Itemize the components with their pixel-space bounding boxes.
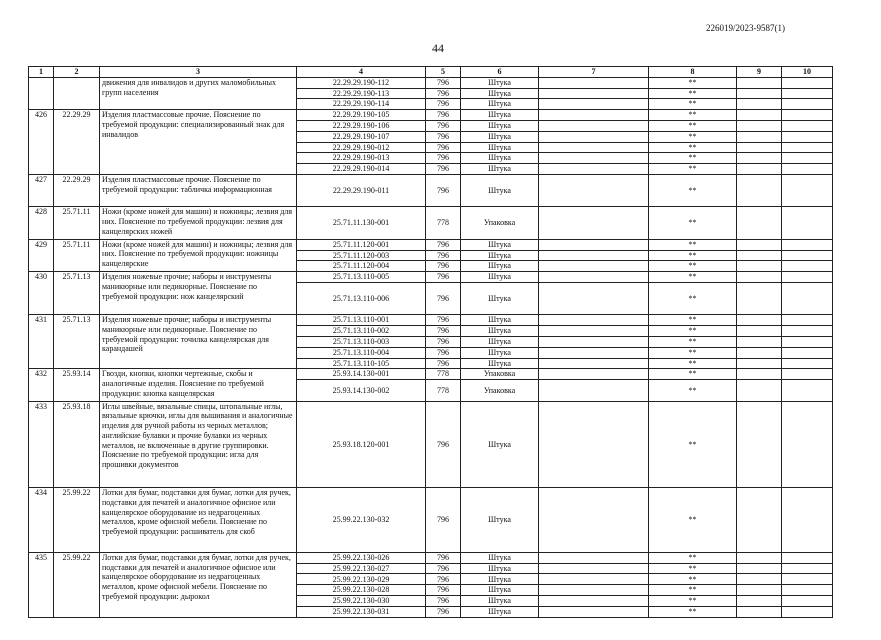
col7-cell bbox=[539, 164, 649, 175]
col8-mark: ** bbox=[649, 207, 737, 239]
col9-cell bbox=[737, 282, 782, 314]
ktru-code: 25.93.14.130-002 bbox=[297, 380, 426, 402]
col8-mark: ** bbox=[649, 110, 737, 121]
col10-cell bbox=[782, 282, 833, 314]
col9-cell bbox=[737, 315, 782, 326]
column-header-8: 8 bbox=[649, 67, 737, 78]
unit-name: Штука bbox=[461, 401, 539, 487]
col8-mark: ** bbox=[649, 239, 737, 250]
col10-cell bbox=[782, 369, 833, 380]
okpd-code: 25.71.11 bbox=[54, 239, 100, 271]
unit-name: Штука bbox=[461, 347, 539, 358]
column-header-1: 1 bbox=[29, 67, 54, 78]
table-row bbox=[29, 315, 833, 326]
column-header-6: 6 bbox=[461, 67, 539, 78]
col7-cell bbox=[539, 272, 649, 283]
row-number: 426 bbox=[29, 110, 54, 175]
col8-mark: ** bbox=[649, 174, 737, 206]
ktru-code: 25.99.22.130-026 bbox=[297, 552, 426, 563]
unit-name: Штука bbox=[461, 563, 539, 574]
col9-cell bbox=[737, 250, 782, 261]
col9-cell bbox=[737, 99, 782, 110]
unit-name: Штука bbox=[461, 120, 539, 131]
item-description: Лотки для бумаг, подставки для бумаг, лотки для ручек, подставки для печатей и аналогичное офисное или канцелярское оборудование из недрагоценных металлов, кроме офисной мебели. Пояснение по требуемой продукции: дырокол bbox=[100, 552, 297, 617]
table-row bbox=[29, 552, 833, 563]
okei-code: 778 bbox=[426, 369, 461, 380]
ktru-code: 25.99.22.130-032 bbox=[297, 488, 426, 553]
col7-cell bbox=[539, 174, 649, 206]
col9-cell bbox=[737, 606, 782, 617]
col7-cell bbox=[539, 250, 649, 261]
row-number: 431 bbox=[29, 315, 54, 369]
okei-code: 796 bbox=[426, 606, 461, 617]
column-header-10: 10 bbox=[782, 67, 833, 78]
table-body bbox=[29, 77, 833, 617]
column-header-2: 2 bbox=[54, 67, 100, 78]
col8-mark: ** bbox=[649, 606, 737, 617]
okei-code: 796 bbox=[426, 131, 461, 142]
unit-name: Штука bbox=[461, 574, 539, 585]
col8-mark: ** bbox=[649, 261, 737, 272]
okei-code: 796 bbox=[426, 239, 461, 250]
ktru-code: 25.71.13.110-002 bbox=[297, 326, 426, 337]
item-description: Иглы швейные, вязальные спицы, штопальные иглы, вязальные крючки, иглы для вышивания и аналогичные изделия для ручной работы из черных металлов; английские булавки и прочие булавки из черных металлов, не включенные в другие группировки. Пояснение по требуемой продукции: игла для прошивки документов bbox=[100, 401, 297, 487]
col10-cell bbox=[782, 164, 833, 175]
col8-mark: ** bbox=[649, 488, 737, 553]
ktru-code: 25.71.11.120-003 bbox=[297, 250, 426, 261]
okei-code: 796 bbox=[426, 88, 461, 99]
col9-cell bbox=[737, 174, 782, 206]
unit-name: Штука bbox=[461, 99, 539, 110]
okpd-code: 25.71.11 bbox=[54, 207, 100, 239]
col7-cell bbox=[539, 336, 649, 347]
page-number: 44 bbox=[432, 41, 444, 55]
table-row bbox=[29, 401, 833, 487]
unit-name: Штука bbox=[461, 88, 539, 99]
ktru-code: 25.71.13.110-105 bbox=[297, 358, 426, 369]
col10-cell bbox=[782, 380, 833, 402]
unit-name: Штука bbox=[461, 488, 539, 553]
col9-cell bbox=[737, 239, 782, 250]
unit-name: Штука bbox=[461, 315, 539, 326]
ktru-code: 22.29.29.190-114 bbox=[297, 99, 426, 110]
okpd-code: 22.29.29 bbox=[54, 174, 100, 206]
col9-cell bbox=[737, 488, 782, 553]
ktru-code: 22.29.29.190-106 bbox=[297, 120, 426, 131]
col7-cell bbox=[539, 326, 649, 337]
okei-code: 796 bbox=[426, 585, 461, 596]
col8-mark: ** bbox=[649, 369, 737, 380]
col8-mark: ** bbox=[649, 99, 737, 110]
okei-code: 796 bbox=[426, 110, 461, 121]
unit-name: Штука bbox=[461, 282, 539, 314]
col8-mark: ** bbox=[649, 401, 737, 487]
col8-mark: ** bbox=[649, 282, 737, 314]
table-row bbox=[29, 77, 833, 88]
item-description: Изделия ножевые прочие; наборы и инструменты маникюрные или педикюрные. Пояснение по требуемой продукции: нож канцелярский bbox=[100, 272, 297, 315]
okei-code: 796 bbox=[426, 99, 461, 110]
col9-cell bbox=[737, 552, 782, 563]
unit-name: Штука bbox=[461, 174, 539, 206]
row-number: 434 bbox=[29, 488, 54, 553]
col9-cell bbox=[737, 272, 782, 283]
okei-code: 796 bbox=[426, 596, 461, 607]
ktru-code: 25.71.13.110-006 bbox=[297, 282, 426, 314]
item-description: Гвозди, кнопки, кнопки чертежные, скобы и аналогичные изделия. Пояснение по требуемой продукции: кнопка канцелярская bbox=[100, 369, 297, 401]
col10-cell bbox=[782, 563, 833, 574]
col7-cell bbox=[539, 347, 649, 358]
okei-code: 796 bbox=[426, 563, 461, 574]
col7-cell bbox=[539, 563, 649, 574]
col9-cell bbox=[737, 110, 782, 121]
col7-cell bbox=[539, 120, 649, 131]
ktru-code: 25.71.13.110-004 bbox=[297, 347, 426, 358]
unit-name: Штука bbox=[461, 272, 539, 283]
col7-cell bbox=[539, 131, 649, 142]
col9-cell bbox=[737, 401, 782, 487]
col10-cell bbox=[782, 174, 833, 206]
col10-cell bbox=[782, 358, 833, 369]
ktru-code: 25.93.14.130-001 bbox=[297, 369, 426, 380]
col7-cell bbox=[539, 99, 649, 110]
table-row bbox=[29, 174, 833, 206]
item-description: Изделия ножевые прочие; наборы и инструменты маникюрные или педикюрные. Пояснение по требуемой продукции: точилка канцелярская для карандашей bbox=[100, 315, 297, 369]
ktru-code: 25.99.22.130-027 bbox=[297, 563, 426, 574]
col10-cell bbox=[782, 401, 833, 487]
col8-mark: ** bbox=[649, 552, 737, 563]
col10-cell bbox=[782, 326, 833, 337]
col7-cell bbox=[539, 77, 649, 88]
col9-cell bbox=[737, 261, 782, 272]
okei-code: 796 bbox=[426, 77, 461, 88]
ktru-code: 22.29.29.190-107 bbox=[297, 131, 426, 142]
ktru-code: 22.29.29.190-105 bbox=[297, 110, 426, 121]
okei-code: 796 bbox=[426, 272, 461, 283]
ktru-code: 25.99.22.130-029 bbox=[297, 574, 426, 585]
col10-cell bbox=[782, 261, 833, 272]
col10-cell bbox=[782, 77, 833, 88]
ktru-code: 25.71.13.110-005 bbox=[297, 272, 426, 283]
col7-cell bbox=[539, 574, 649, 585]
unit-name: Штука bbox=[461, 552, 539, 563]
col10-cell bbox=[782, 574, 833, 585]
col9-cell bbox=[737, 164, 782, 175]
row-number: 428 bbox=[29, 207, 54, 239]
okei-code: 796 bbox=[426, 120, 461, 131]
okei-code: 796 bbox=[426, 401, 461, 487]
col8-mark: ** bbox=[649, 142, 737, 153]
okpd-code: 25.93.14 bbox=[54, 369, 100, 401]
col7-cell bbox=[539, 142, 649, 153]
col10-cell bbox=[782, 488, 833, 553]
okei-code: 796 bbox=[426, 552, 461, 563]
col10-cell bbox=[782, 142, 833, 153]
column-number-row bbox=[29, 67, 833, 78]
okei-code: 796 bbox=[426, 326, 461, 337]
column-header-9: 9 bbox=[737, 67, 782, 78]
table-row bbox=[29, 207, 833, 239]
okei-code: 796 bbox=[426, 574, 461, 585]
unit-name: Штука bbox=[461, 110, 539, 121]
col9-cell bbox=[737, 358, 782, 369]
col7-cell bbox=[539, 369, 649, 380]
okei-code: 796 bbox=[426, 336, 461, 347]
col10-cell bbox=[782, 585, 833, 596]
col7-cell bbox=[539, 606, 649, 617]
ktru-code: 22.29.29.190-011 bbox=[297, 174, 426, 206]
col10-cell bbox=[782, 347, 833, 358]
document-number: 226019/2023-9587(1) bbox=[706, 23, 785, 33]
procurement-table bbox=[28, 66, 833, 618]
col7-cell bbox=[539, 239, 649, 250]
col8-mark: ** bbox=[649, 315, 737, 326]
ktru-code: 22.29.29.190-014 bbox=[297, 164, 426, 175]
okei-code: 796 bbox=[426, 153, 461, 164]
row-number: 427 bbox=[29, 174, 54, 206]
row-number bbox=[29, 77, 54, 109]
col10-cell bbox=[782, 131, 833, 142]
col9-cell bbox=[737, 574, 782, 585]
okpd-code bbox=[54, 77, 100, 109]
okei-code: 796 bbox=[426, 347, 461, 358]
row-number: 429 bbox=[29, 239, 54, 271]
table-row bbox=[29, 369, 833, 380]
unit-name: Штука bbox=[461, 585, 539, 596]
col8-mark: ** bbox=[649, 336, 737, 347]
item-description: Ножи (кроме ножей для машин) и ножницы; лезвия для них. Пояснение по требуемой продукции: лезвия для канцелярских ножей bbox=[100, 207, 297, 239]
col8-mark: ** bbox=[649, 596, 737, 607]
col10-cell bbox=[782, 315, 833, 326]
okei-code: 796 bbox=[426, 174, 461, 206]
ktru-code: 25.93.18.120-001 bbox=[297, 401, 426, 487]
unit-name: Упаковка bbox=[461, 380, 539, 402]
okei-code: 778 bbox=[426, 380, 461, 402]
col7-cell bbox=[539, 88, 649, 99]
col9-cell bbox=[737, 131, 782, 142]
col7-cell bbox=[539, 315, 649, 326]
ktru-code: 22.29.29.190-112 bbox=[297, 77, 426, 88]
item-description: Изделия пластмассовые прочие. Пояснение по требуемой продукции: специализированный знак для инвалидов bbox=[100, 110, 297, 175]
col8-mark: ** bbox=[649, 164, 737, 175]
okpd-code: 25.71.13 bbox=[54, 272, 100, 315]
ktru-code: 22.29.29.190-012 bbox=[297, 142, 426, 153]
col8-mark: ** bbox=[649, 250, 737, 261]
col7-cell bbox=[539, 261, 649, 272]
col8-mark: ** bbox=[649, 88, 737, 99]
col7-cell bbox=[539, 552, 649, 563]
col7-cell bbox=[539, 358, 649, 369]
unit-name: Упаковка bbox=[461, 207, 539, 239]
col8-mark: ** bbox=[649, 347, 737, 358]
col7-cell bbox=[539, 153, 649, 164]
col8-mark: ** bbox=[649, 77, 737, 88]
col9-cell bbox=[737, 585, 782, 596]
col7-cell bbox=[539, 380, 649, 402]
okei-code: 796 bbox=[426, 164, 461, 175]
col9-cell bbox=[737, 596, 782, 607]
col10-cell bbox=[782, 606, 833, 617]
unit-name: Штука bbox=[461, 250, 539, 261]
okei-code: 796 bbox=[426, 488, 461, 553]
row-number: 432 bbox=[29, 369, 54, 401]
okei-code: 796 bbox=[426, 250, 461, 261]
unit-name: Штука bbox=[461, 239, 539, 250]
col8-mark: ** bbox=[649, 153, 737, 164]
table-row bbox=[29, 239, 833, 250]
col8-mark: ** bbox=[649, 380, 737, 402]
unit-name: Штука bbox=[461, 153, 539, 164]
col9-cell bbox=[737, 380, 782, 402]
okei-code: 796 bbox=[426, 261, 461, 272]
unit-name: Штука bbox=[461, 596, 539, 607]
ktru-code: 25.99.22.130-031 bbox=[297, 606, 426, 617]
col9-cell bbox=[737, 326, 782, 337]
col8-mark: ** bbox=[649, 585, 737, 596]
col10-cell bbox=[782, 207, 833, 239]
item-description: Изделия пластмассовые прочие. Пояснение по требуемой продукции: табличка информационная bbox=[100, 174, 297, 206]
col10-cell bbox=[782, 250, 833, 261]
col9-cell bbox=[737, 77, 782, 88]
unit-name: Штука bbox=[461, 261, 539, 272]
unit-name: Штука bbox=[461, 336, 539, 347]
okei-code: 796 bbox=[426, 358, 461, 369]
okpd-code: 25.99.22 bbox=[54, 488, 100, 553]
item-description: Ножи (кроме ножей для машин) и ножницы; лезвия для них. Пояснение по требуемой продукции: ножницы канцелярские bbox=[100, 239, 297, 271]
col8-mark: ** bbox=[649, 272, 737, 283]
ktru-code: 25.99.22.130-030 bbox=[297, 596, 426, 607]
col9-cell bbox=[737, 142, 782, 153]
col7-cell bbox=[539, 110, 649, 121]
unit-name: Упаковка bbox=[461, 369, 539, 380]
col9-cell bbox=[737, 563, 782, 574]
col7-cell bbox=[539, 401, 649, 487]
unit-name: Штука bbox=[461, 164, 539, 175]
unit-name: Штука bbox=[461, 326, 539, 337]
ktru-code: 25.99.22.130-028 bbox=[297, 585, 426, 596]
okpd-code: 25.71.13 bbox=[54, 315, 100, 369]
unit-name: Штука bbox=[461, 142, 539, 153]
col7-cell bbox=[539, 282, 649, 314]
col7-cell bbox=[539, 207, 649, 239]
col10-cell bbox=[782, 99, 833, 110]
unit-name: Штука bbox=[461, 606, 539, 617]
col8-mark: ** bbox=[649, 358, 737, 369]
col9-cell bbox=[737, 207, 782, 239]
ktru-code: 25.71.13.110-003 bbox=[297, 336, 426, 347]
col9-cell bbox=[737, 88, 782, 99]
column-header-5: 5 bbox=[426, 67, 461, 78]
column-header-4: 4 bbox=[297, 67, 426, 78]
col8-mark: ** bbox=[649, 563, 737, 574]
table-row bbox=[29, 272, 833, 283]
col8-mark: ** bbox=[649, 131, 737, 142]
unit-name: Штука bbox=[461, 77, 539, 88]
col8-mark: ** bbox=[649, 120, 737, 131]
col10-cell bbox=[782, 120, 833, 131]
col10-cell bbox=[782, 272, 833, 283]
okei-code: 796 bbox=[426, 282, 461, 314]
okpd-code: 25.99.22 bbox=[54, 552, 100, 617]
col10-cell bbox=[782, 596, 833, 607]
ktru-code: 25.71.11.120-001 bbox=[297, 239, 426, 250]
unit-name: Штука bbox=[461, 131, 539, 142]
column-header-7: 7 bbox=[539, 67, 649, 78]
col9-cell bbox=[737, 336, 782, 347]
ktru-code: 22.29.29.190-113 bbox=[297, 88, 426, 99]
ktru-code: 25.71.11.130-001 bbox=[297, 207, 426, 239]
okei-code: 778 bbox=[426, 207, 461, 239]
ktru-code: 25.71.11.120-004 bbox=[297, 261, 426, 272]
col7-cell bbox=[539, 488, 649, 553]
ktru-code: 22.29.29.190-013 bbox=[297, 153, 426, 164]
col8-mark: ** bbox=[649, 326, 737, 337]
row-number: 435 bbox=[29, 552, 54, 617]
column-header-3: 3 bbox=[100, 67, 297, 78]
col10-cell bbox=[782, 88, 833, 99]
okpd-code: 25.93.18 bbox=[54, 401, 100, 487]
col7-cell bbox=[539, 596, 649, 607]
col9-cell bbox=[737, 369, 782, 380]
ktru-code: 25.71.13.110-001 bbox=[297, 315, 426, 326]
col10-cell bbox=[782, 239, 833, 250]
table-row bbox=[29, 488, 833, 553]
col10-cell bbox=[782, 110, 833, 121]
col8-mark: ** bbox=[649, 574, 737, 585]
col7-cell bbox=[539, 585, 649, 596]
col9-cell bbox=[737, 153, 782, 164]
item-description: движения для инвалидов и других маломобильных групп населения bbox=[100, 77, 297, 109]
row-number: 430 bbox=[29, 272, 54, 315]
okpd-code: 22.29.29 bbox=[54, 110, 100, 175]
col10-cell bbox=[782, 336, 833, 347]
okei-code: 796 bbox=[426, 315, 461, 326]
table-row bbox=[29, 110, 833, 121]
item-description: Лотки для бумаг, подставки для бумаг, лотки для ручек, подставки для печатей и аналогичное офисное или канцелярское оборудование из недрагоценных металлов, кроме офисной мебели. Пояснение по требуемой продукции: расшиватель для скоб bbox=[100, 488, 297, 553]
col10-cell bbox=[782, 153, 833, 164]
col9-cell bbox=[737, 120, 782, 131]
col9-cell bbox=[737, 347, 782, 358]
unit-name: Штука bbox=[461, 358, 539, 369]
col10-cell bbox=[782, 552, 833, 563]
row-number: 433 bbox=[29, 401, 54, 487]
okei-code: 796 bbox=[426, 142, 461, 153]
